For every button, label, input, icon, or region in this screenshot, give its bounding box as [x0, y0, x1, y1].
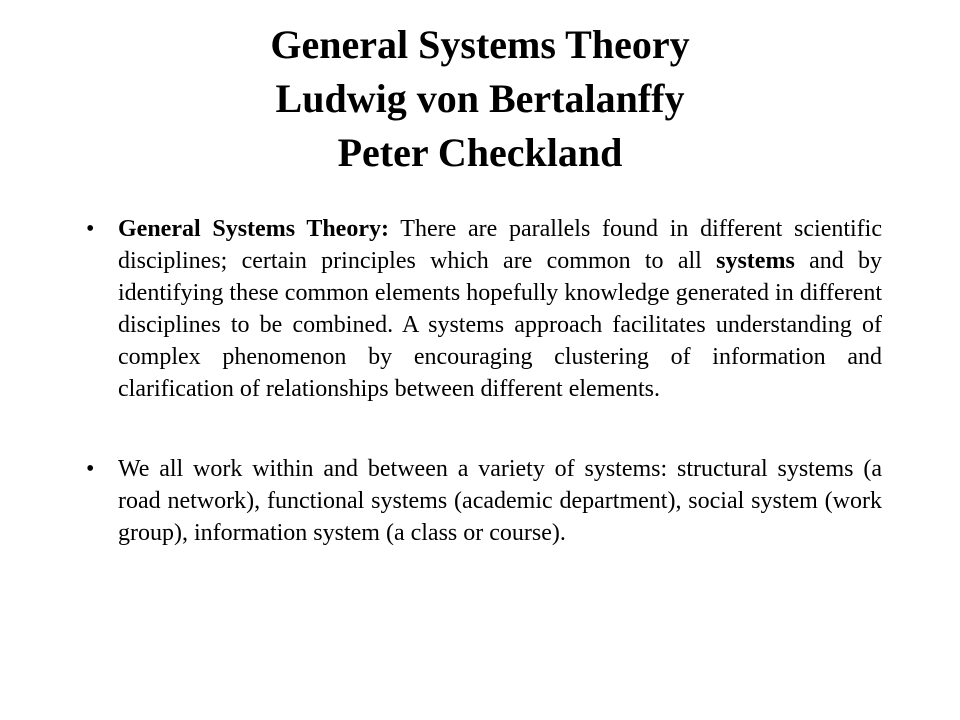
bullet-lead-term: General Systems Theory: [118, 216, 389, 242]
bullet-emphasis-systems: systems [716, 248, 795, 274]
title-line-1: General Systems Theory [270, 22, 690, 67]
bullet-text: We all work within and between a variety of systems: structural systems (a road network), functional systems (academic department), social system (work group), information system (a class or course). [118, 456, 882, 546]
slide-title [0, 18, 960, 180]
bullet-icon: • [86, 456, 95, 482]
bullet-item-general-systems-theory [82, 213, 882, 405]
bullet-text-part-1: There are parallels found in different scientific disciplines; certain principles which are common to all [118, 216, 882, 274]
bullet-text-part-2: and by identifying these common elements hopefully knowledge generated in different disciplines to be combined. A systems approach facilitates understanding of complex phenomenon by encouraging clustering of information and clarification of relationships between different elements. [118, 248, 883, 402]
title-line-3: Peter Checkland [337, 130, 623, 175]
title-line-2: Ludwig von Bertalanffy [275, 76, 685, 121]
bullet-icon: • [86, 216, 95, 242]
bullet-item-variety-of-systems [82, 453, 882, 549]
bullet-list [82, 213, 882, 549]
